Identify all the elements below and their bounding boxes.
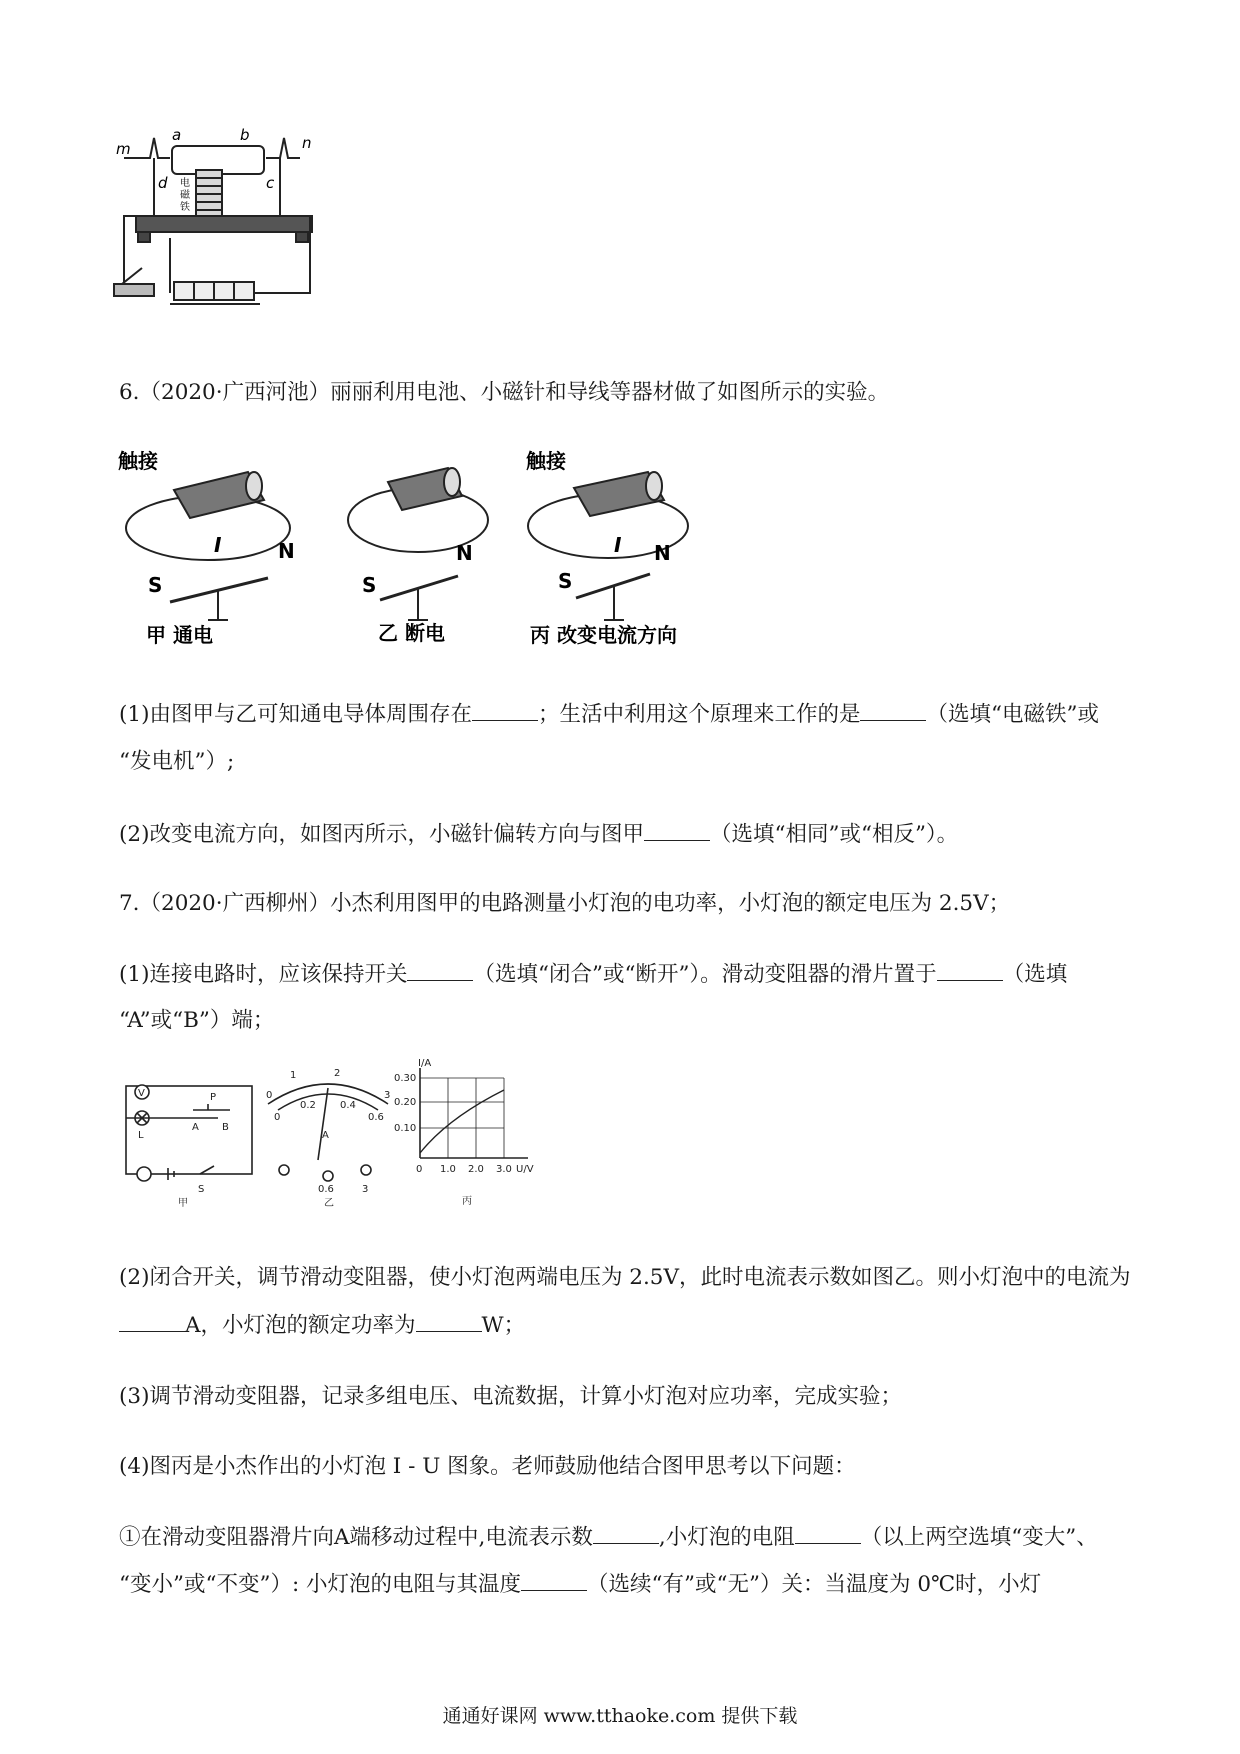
lamp-label: L [138,1130,144,1141]
slider-label: P [210,1092,217,1103]
graph-xtick: 1.0 [440,1164,456,1175]
question-7-part-1: (1)连接电路时，应该保持开关 （选填“闭合”或“断开”）。滑动变阻器的滑片置于 （选填 [119,962,1068,987]
panel-caption-yi: 乙 断电 [378,621,445,645]
electromagnet-apparatus-figure [110,108,325,333]
answer-blank[interactable] [416,1311,482,1332]
graph-ytick: 0.30 [394,1073,417,1084]
answer-blank[interactable] [521,1570,587,1591]
switch-label: S [198,1184,205,1195]
question-7-title: 7.（2020·广西柳州）小杰利用图甲的电路测量小灯泡的电功率，小灯泡的额定电压为 2.5V； [119,891,1011,916]
touch-label: 触接 [118,450,158,473]
figure-caption-jia: 甲 [178,1198,188,1208]
coil-label-char: 铁 [180,202,190,213]
question-7-part-2-cont: A，小灯泡的额定功率为 W； [119,1311,1129,1340]
answer-blank[interactable] [795,1523,861,1544]
north-label: N [654,541,671,565]
meter-inner-scale-label: 0.6 [368,1112,384,1123]
voltmeter-label: V [138,1088,145,1099]
meter-unit-label: A [322,1130,329,1141]
circuit-meter-graph-figure [118,1058,588,1208]
question-7-part-2: (2)闭合开关，调节滑动变阻器，使小灯泡两端电压为 2.5V，此时电流表示数如图乙。则小灯泡中的电流为 [119,1265,1131,1290]
graph-xtick: 2.0 [468,1164,484,1175]
meter-inner-scale-label: 0.2 [300,1100,316,1111]
question-6-title: 6.（2020·广西河池）丽丽利用电池、小磁针和导线等器材做了如图所示的实验。 [119,380,890,405]
touch-label: 触接 [526,450,566,473]
coil-label-char: 磁 [180,190,190,201]
question-6-part-2: (2)改变电流方向，如图丙所示，小磁针偏转方向与图甲 （选填“相同”或“相反”）。 [119,822,959,847]
meter-inner-scale-label: 0.4 [340,1100,356,1111]
terminal-label: 0.6 [318,1184,334,1195]
panel-caption-jia: 甲 通电 [146,623,213,647]
meter-inner-scale-label: 0 [274,1112,281,1123]
current-label: I [214,533,222,557]
south-label: S [558,569,573,593]
answer-blank[interactable] [860,700,926,721]
question-7-part-4: (4)图丙是小杰作出的小灯泡 I - U 图象。老师鼓励他结合图甲思考以下问题： [119,1454,856,1479]
label-c: c [266,174,275,192]
answer-blank[interactable] [407,960,473,981]
graph-ylabel: I/A [418,1058,432,1069]
terminal-label: 3 [362,1184,369,1195]
south-label: S [148,573,163,597]
label-a: a [172,126,182,144]
answer-blank[interactable] [472,700,538,721]
graph-ytick: 0.10 [394,1123,417,1134]
north-label: N [278,539,295,563]
figure-caption-yi: 乙 [324,1198,334,1208]
label-b: b [240,126,250,144]
answer-blank[interactable] [119,1311,185,1332]
end-a-label: A [192,1122,199,1133]
label-m: m [116,140,131,158]
meter-scale-label: 2 [334,1068,341,1079]
graph-ytick: 0.20 [394,1097,417,1108]
panel-caption-bing: 丙 改变电流方向 [530,623,677,647]
graph-xtick: 3.0 [496,1164,512,1175]
answer-blank[interactable] [593,1523,659,1544]
end-b-label: B [222,1122,229,1133]
question-7-part-1-cont: “A”或“B”）端； [119,1008,275,1033]
north-label: N [456,541,473,565]
compass-experiment-figure [118,450,718,655]
label-n: n [302,134,312,152]
label-d: d [158,174,168,192]
current-label: I [614,533,622,557]
answer-blank[interactable] [937,960,1003,981]
question-7-part-5: ①在滑动变阻器滑片向A端移动过程中,电流表示数 ,小灯泡的电阻 （以上两空选填“变大”、 [119,1525,1098,1550]
page-footer: 通通好课网 www.tthaoke.com 提供下载 [442,1705,798,1727]
question-6-part-1-cont: “发电机”）; [119,749,235,774]
question-7-part-5-cont: “变小”或“不变”）: 小灯泡的电阻与其温度 （选续“有”或“无”）关：当温度为 0℃时，小灯 [119,1572,1042,1597]
answer-blank[interactable] [644,820,710,841]
graph-xtick: 0 [416,1164,423,1175]
figure-caption-bing: 丙 [462,1196,472,1207]
meter-scale-label: 1 [290,1070,297,1081]
south-label: S [362,573,377,597]
meter-scale-label: 0 [266,1090,273,1101]
meter-scale-label: 3 [384,1090,391,1101]
question-6-part-1: (1)由图甲与乙可知通电导体周围存在 ；生活中利用这个原理来工作的是 （选填“电磁铁”或 [119,702,1099,727]
coil-label-char: 电 [180,178,190,189]
question-7-part-3: (3)调节滑动变阻器，记录多组电压、电流数据，计算小灯泡对应功率，完成实验； [119,1384,902,1409]
graph-xlabel: U/V [516,1164,534,1175]
